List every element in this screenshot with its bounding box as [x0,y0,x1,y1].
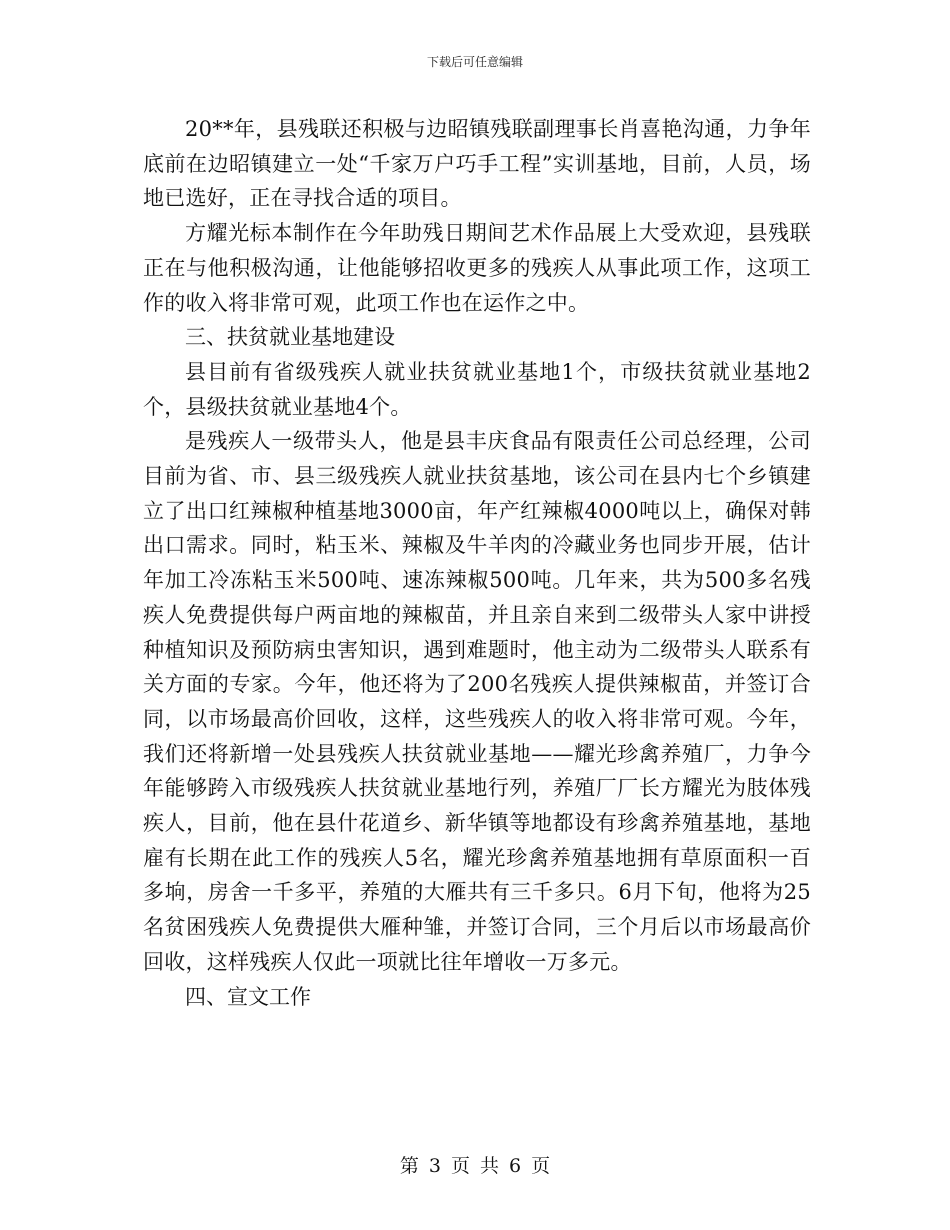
paragraph-base-counts: 县目前有省级残疾人就业扶贫就业基地1个，市级扶贫就业基地2个，县级扶贫就业基地4个。 [143,359,811,419]
section-heading-poverty-employment-bases: 三、扶贫就业基地建设 [185,325,395,350]
page-header-note: 下载后可任意编辑 [426,55,523,69]
page-footer-number: 第 3 页 共 6 页 [399,1155,551,1177]
section-heading-publicity-work: 四、宣文工作 [185,984,311,1009]
paragraph-specimen-making: 方耀光标本制作在今年助残日期间艺术作品展上大受欢迎，县残联正在与他积极沟通，让他能够招收更多的残疾人从事此项工作，这项工作的收入将非常可观，此项工作也在运作之中。 [143,221,811,315]
paragraph-training-base: 20**年，县残联还积极与边昭镇残联副理事长肖喜艳沟通，力争年底前在边昭镇建立一处“千家万户巧手工程”实训基地，目前，人员，场地已选好，正在寻找合适的项目。 [143,117,811,211]
document-body [143,112,811,1014]
paragraph-leader-company: 是残疾人一级带头人，他是县丰庆食品有限责任公司总经理，公司目前为省、市、县三级残疾人就业扶贫基地，该公司在县内七个乡镇建立了出口红辣椒种植基地3000亩，年产红辣椒4000吨以上，确保对韩出口需求。同时，粘玉米、辣椒及牛羊肉的冷藏业务也同步开展，估计年加工冷冻粘玉米500吨、速冻辣椒500吨。几年来，共为500多名残疾人免费提供每户两亩地的辣椒苗，并且亲自来到二级带头人家中讲授种植知识及预防病虫害知识，遇到难题时，他主动为二级带头人联系有关方面的专家。今年，他还将为了200名残疾人提供辣椒苗，并签订合同，以市场最高价回收，这样，这些残疾人的收入将非常可观。今年，我们还将新增一处县残疾人扶贫就业基地——耀光珍禽养殖厂，力争今年能够跨入市级残疾人扶贫就业基地行列，养殖厂厂长方耀光为肢体残疾人，目前，他在县什花道乡、新华镇等地都设有珍禽养殖基地，基地雇有长期在此工作的残疾人5名，耀光珍禽养殖基地拥有草原面积一百多垧，房舍一千多平，养殖的大雁共有三千多只。6月下旬，他将为25名贫困残疾人免费提供大雁种雏，并签订合同，三个月后以市场最高价回收，这样残疾人仅此一项就比往年增收一万多元。 [143,429,811,974]
